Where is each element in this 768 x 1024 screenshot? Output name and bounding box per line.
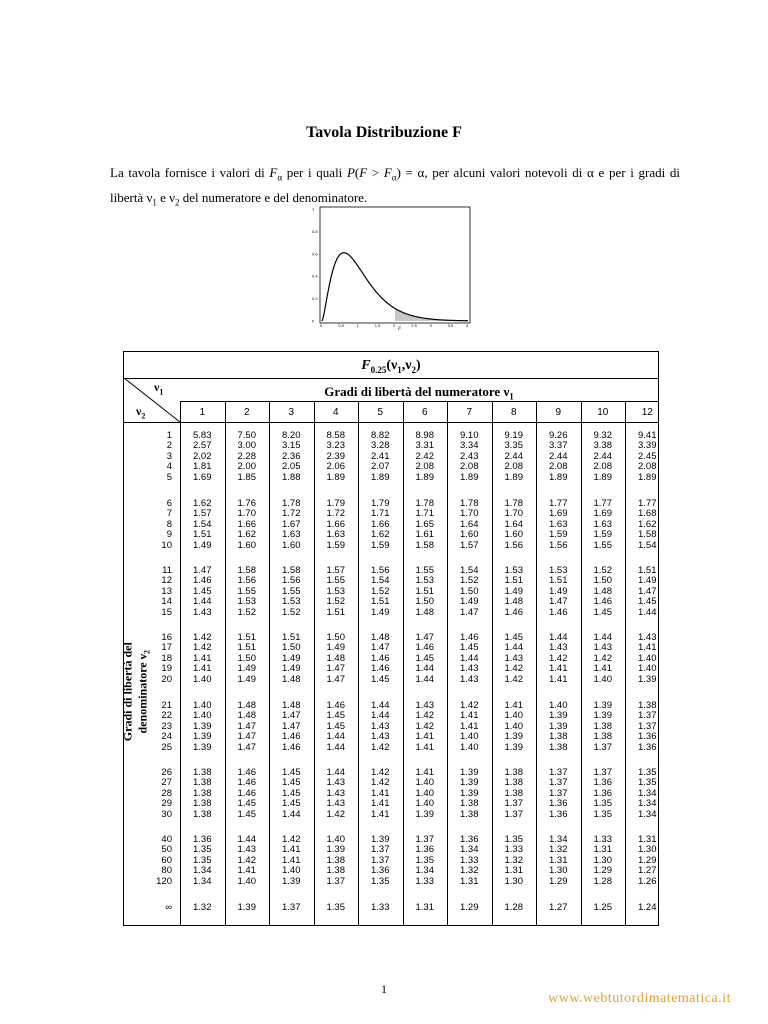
column-header-1: 1: [199, 407, 206, 418]
table-cell-group-7-col-4: 1.40 1.39 1.38 1.38 1.37: [326, 834, 345, 887]
table-cell-group-3-col-10: 1.52 1.50 1.48 1.46 1.45: [593, 565, 612, 618]
nu1-label: $\nu_1$: [154, 380, 164, 397]
table-cell-group-8-col-6: 1.31: [415, 902, 434, 913]
y-tick-label: 1: [312, 206, 315, 212]
table-cell-group-8-col-12: 1.24: [638, 902, 657, 913]
table-cell-group-1-col-10: 9.32 3.38 2.44 2.08 1.89: [593, 430, 612, 483]
nu2-label: $\nu_2$: [136, 404, 146, 421]
table-cell-group-4-col-2: 1.51 1.51 1.50 1.49 1.49: [237, 632, 256, 685]
f-distribution-plot: [310, 203, 475, 333]
table-cell-group-7-col-1: 1.36 1.35 1.35 1.34 1.34: [193, 834, 212, 887]
x-tick-label: 2: [393, 323, 396, 328]
x-tick-label: 3: [429, 323, 432, 328]
column-header-3: 3: [288, 407, 295, 418]
table-cell-group-3-col-7: 1.54 1.52 1.50 1.49 1.47: [460, 565, 479, 618]
row-labels-group-4: 16 17 18 19 20: [161, 632, 172, 685]
column-header-7: 7: [466, 407, 473, 418]
table-cell-group-5-col-8: 1.41 1.40 1.40 1.39 1.39: [504, 700, 523, 753]
table-cell-group-4-col-7: 1.46 1.45 1.44 1.43 1.43: [460, 632, 479, 685]
table-cell-group-5-col-5: 1.44 1.44 1.43 1.43 1.42: [371, 700, 390, 753]
table-cell-group-6-col-10: 1.37 1.36 1.36 1.35 1.35: [593, 767, 612, 820]
table-cell-group-2-col-5: 1.79 1.71 1.66 1.62 1.59: [371, 498, 390, 551]
x-tick-label: 2.5: [411, 323, 417, 328]
x-tick-label: 3.5: [447, 323, 454, 328]
table-cell-group-7-col-3: 1.42 1.41 1.41 1.40 1.39: [282, 834, 301, 887]
table-cell-group-4-col-1: 1.42 1.42 1.41 1.41 1.40: [193, 632, 212, 685]
table-cell-group-8-col-1: 1.32: [193, 902, 212, 913]
table-cell-group-2-col-8: 1.78 1.70 1.64 1.60 1.56: [504, 498, 523, 551]
table-cell-group-3-col-4: 1.57 1.55 1.53 1.52 1.51: [326, 565, 345, 618]
page-title: Tavola Distribuzione F: [306, 124, 462, 141]
table-cell-group-8-col-2: 1.39: [237, 902, 256, 913]
row-labels-group-7: 40 50 60 80 120: [156, 834, 172, 887]
table-cell-group-1-col-5: 8.82 3.28 2.41 2.07 1.89: [371, 430, 390, 483]
row-labels-group-2: 6 7 8 9 10: [161, 498, 172, 551]
table-cell-group-5-col-4: 1.46 1.45 1.45 1.44 1.44: [326, 700, 345, 753]
row-labels-group-8: ∞: [165, 902, 172, 913]
x-tick-label: 0: [320, 323, 323, 328]
table-cell-group-1-col-2: 7.50 3.00 2.28 2.00 1.85: [237, 430, 256, 483]
table-cell-group-3-col-8: 1.53 1.51 1.49 1.48 1.46: [504, 565, 523, 618]
table-cell-group-4-col-6: 1.47 1.46 1.45 1.44 1.44: [415, 632, 434, 685]
column-header-12: 12: [641, 407, 653, 418]
table-cell-group-5-col-9: 1.40 1.39 1.39 1.38 1.38: [549, 700, 568, 753]
table-cell-group-1-col-7: 9.10 3.34 2.43 2.08 1.89: [460, 430, 479, 483]
table-cell-group-5-col-7: 1.42 1.41 1.41 1.40 1.40: [460, 700, 479, 753]
table-cell-group-3-col-9: 1.53 1.51 1.49 1.47 1.46: [549, 565, 568, 618]
row-labels-group-3: 11 12 13 14 15: [161, 565, 172, 618]
table-cell-group-8-col-7: 1.29: [460, 902, 479, 913]
table-cell-group-1-col-9: 9.26 3.37 2.44 2.08 1.89: [549, 430, 568, 483]
table-cell-group-6-col-3: 1.45 1.45 1.45 1.45 1.44: [282, 767, 301, 820]
table-cell-group-2-col-6: 1.78 1.71 1.65 1.61 1.58: [415, 498, 434, 551]
table-cell-group-5-col-3: 1.48 1.47 1.47 1.46 1.46: [282, 700, 301, 753]
x-tick-label: 0.5: [338, 323, 344, 328]
table-cell-group-8-col-3: 1.37: [282, 902, 301, 913]
table-cell-group-4-col-12: 1.43 1.41 1.40 1.40 1.39: [638, 632, 657, 685]
table-cell-group-7-col-5: 1.39 1.37 1.37 1.36 1.35: [371, 834, 390, 887]
table-cell-group-7-col-10: 1.33 1.31 1.30 1.29 1.28: [593, 834, 612, 887]
table-cell-group-1-col-6: 8.98 3.31 2.42 2.08 1.89: [415, 430, 434, 483]
x-tick-label: 4: [466, 323, 469, 328]
table-cell-group-8-col-8: 1.28: [504, 902, 523, 913]
table-cell-group-4-col-4: 1.50 1.49 1.48 1.47 1.47: [326, 632, 345, 685]
table-cell-group-6-col-6: 1.41 1.40 1.40 1.40 1.39: [415, 767, 434, 820]
y-tick-label: 0.6: [312, 251, 318, 257]
table-cell-group-4-col-5: 1.48 1.47 1.46 1.46 1.45: [371, 632, 390, 685]
table-cell-group-2-col-7: 1.78 1.70 1.64 1.60 1.57: [460, 498, 479, 551]
table-cell-group-3-col-1: 1.47 1.46 1.45 1.44 1.43: [193, 565, 212, 618]
table-cell-group-2-col-4: 1.79 1.72 1.66 1.63 1.59: [326, 498, 345, 551]
table-cell-group-2-col-3: 1.78 1.72 1.67 1.63 1.60: [282, 498, 301, 551]
table-cell-group-3-col-3: 1.58 1.56 1.55 1.53 1.52: [282, 565, 301, 618]
table-cell-group-8-col-9: 1.27: [549, 902, 568, 913]
table-cell-group-1-col-12: 9.41 3.39 2.45 2.08 1.89: [638, 430, 657, 483]
table-cell-group-7-col-6: 1.37 1.36 1.35 1.34 1.33: [415, 834, 434, 887]
table-cell-group-1-col-1: 5.83 2.57 2.02 1.81 1.69: [193, 430, 212, 483]
table-cell-group-5-col-2: 1.48 1.48 1.47 1.47 1.47: [237, 700, 256, 753]
column-header-8: 8: [510, 407, 517, 418]
column-header-10: 10: [597, 407, 609, 418]
table-cell-group-4-col-3: 1.51 1.50 1.49 1.49 1.48: [282, 632, 301, 685]
row-labels-group-6: 26 27 28 29 30: [161, 767, 172, 820]
y-tick-label: 0: [312, 318, 315, 324]
column-header-6: 6: [421, 407, 428, 418]
table-cell-group-7-col-7: 1.36 1.34 1.33 1.32 1.31: [460, 834, 479, 887]
x-axis-label: F: [398, 327, 402, 332]
table-cell-group-7-col-12: 1.31 1.30 1.29 1.27 1.26: [638, 834, 657, 887]
table-cell-group-1-col-4: 8.58 3.23 2.39 2.06 1.89: [326, 430, 345, 483]
table-cell-group-6-col-8: 1.38 1.38 1.38 1.37 1.37: [504, 767, 523, 820]
table-cell-group-6-col-5: 1.42 1.42 1.41 1.41 1.41: [371, 767, 390, 820]
table-cell-group-2-col-10: 1.77 1.69 1.63 1.59 1.55: [593, 498, 612, 551]
x-axis-ticks: [320, 323, 469, 328]
table-cell-group-7-col-2: 1.44 1.43 1.42 1.41 1.40: [237, 834, 256, 887]
table-cell-group-5-col-1: 1.40 1.40 1.39 1.39 1.39: [193, 700, 212, 753]
table-cell-group-6-col-7: 1.39 1.39 1.39 1.38 1.38: [460, 767, 479, 820]
corner-diagonal: [124, 378, 181, 423]
table-cell-group-4-col-8: 1.45 1.44 1.43 1.42 1.42: [504, 632, 523, 685]
numerator-header: Gradi di libertà del numeratore $\nu_1$: [324, 384, 514, 402]
y-tick-label: 0.2: [312, 296, 318, 302]
table-title: $F_{0.25}(\nu_1,\nu_2)$: [361, 358, 421, 375]
column-header-5: 5: [377, 407, 384, 418]
table-cell-group-5-col-10: 1.39 1.39 1.38 1.38 1.37: [593, 700, 612, 753]
table-cell-group-2-col-12: 1.77 1.68 1.62 1.58 1.54: [638, 498, 657, 551]
column-header-9: 9: [555, 407, 562, 418]
table-cell-group-1-col-8: 9.19 3.35 2.44 2.08 1.89: [504, 430, 523, 483]
column-header-2: 2: [243, 407, 250, 418]
table-cell-group-6-col-2: 1.46 1.46 1.46 1.45 1.45: [237, 767, 256, 820]
denominator-header: Gradi di libertà del denominatore $\nu_2$: [120, 642, 152, 742]
intro-paragraph: La tavola fornisce i valori di $F_\alpha$ per i quali $P(F > F_\alpha) = \alpha$, per alcuni valori notevoli di α e per i gradi di libertà $\nu_1$ e $\nu_2$ del numeratore e del denominatore.: [110, 165, 680, 208]
table-cell-group-3-col-6: 1.55 1.53 1.51 1.50 1.48: [415, 565, 434, 618]
table-cell-group-3-col-12: 1.51 1.49 1.47 1.45 1.44: [638, 565, 657, 618]
table-cell-group-3-col-5: 1.56 1.54 1.52 1.51 1.49: [371, 565, 390, 618]
table-cell-group-1-col-3: 8.20 3.15 2.36 2.05 1.88: [282, 430, 301, 483]
table-cell-group-7-col-8: 1.35 1.33 1.32 1.31 1.30: [504, 834, 523, 887]
y-tick-label: 0.8: [312, 228, 318, 234]
y-tick-label: 0.4: [312, 273, 318, 279]
table-cell-group-6-col-12: 1.35 1.35 1.34 1.34 1.34: [638, 767, 657, 820]
row-labels-group-1: 1 2 3 4 5: [166, 430, 172, 483]
table-cell-group-5-col-12: 1.38 1.37 1.37 1.36 1.36: [638, 700, 657, 753]
x-tick-label: 1.5: [374, 323, 381, 328]
table-cell-group-6-col-1: 1.38 1.38 1.38 1.38 1.38: [193, 767, 212, 820]
table-cell-group-8-col-10: 1.25: [593, 902, 612, 913]
table-cell-group-8-col-4: 1.35: [326, 902, 345, 913]
row-labels-group-5: 21 22 23 24 25: [161, 700, 172, 753]
x-tick-label: 1: [356, 323, 359, 328]
f-table: [120, 351, 659, 926]
table-cell-group-4-col-10: 1.44 1.43 1.42 1.41 1.40: [593, 632, 612, 685]
table-cell-group-6-col-4: 1.44 1.43 1.43 1.43 1.42: [326, 767, 345, 820]
table-cell-group-8-col-5: 1.33: [371, 902, 390, 913]
table-cell-group-5-col-6: 1.43 1.42 1.42 1.41 1.41: [415, 700, 434, 753]
column-header-4: 4: [332, 407, 339, 418]
table-cell-group-6-col-9: 1.37 1.37 1.37 1.36 1.36: [549, 767, 568, 820]
table-cell-group-2-col-2: 1.76 1.70 1.66 1.62 1.60: [237, 498, 256, 551]
table-cell-group-3-col-2: 1.58 1.56 1.55 1.53 1.52: [237, 565, 256, 618]
table-cell-group-7-col-9: 1.34 1.32 1.31 1.30 1.29: [549, 834, 568, 887]
website-link[interactable]: www.webtutordimatematica.it: [548, 991, 731, 1006]
y-axis-ticks: [312, 207, 318, 324]
table-cell-group-2-col-1: 1.62 1.57 1.54 1.51 1.49: [193, 498, 212, 551]
page-number: 1: [381, 982, 387, 996]
table-cell-group-4-col-9: 1.44 1.43 1.42 1.41 1.41: [549, 632, 568, 685]
table-cell-group-2-col-9: 1.77 1.69 1.63 1.59 1.56: [549, 498, 568, 551]
